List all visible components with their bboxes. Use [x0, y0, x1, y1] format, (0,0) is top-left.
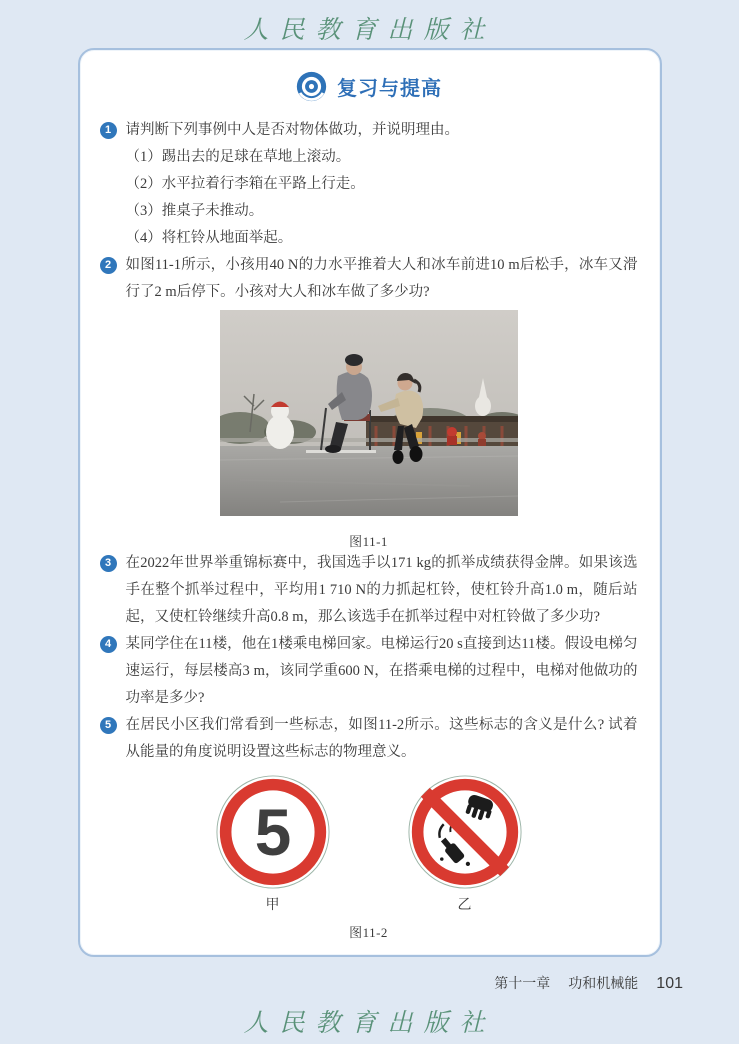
- sign-b-label: 乙: [457, 898, 472, 913]
- figure-11-1-photo: [220, 310, 518, 516]
- publisher-script-top: 人民教育出版社: [243, 15, 496, 44]
- footer-page-number: 101: [656, 975, 683, 992]
- footer-chapter-title: 功和机械能: [568, 977, 639, 992]
- publisher-script-bottom: 人民教育出版社: [243, 1008, 496, 1037]
- figure-11-2-caption: 图11-2: [349, 925, 388, 940]
- question-3-number-badge: 3: [100, 555, 117, 572]
- no-throwing-objects-sign: [407, 774, 523, 914]
- question-4-text: 某同学住在11楼，他在1楼乘电梯回家。电梯运行20 s直接到达11楼。假设电梯匀速运行，每层楼高3 m，该同学重600 N，在搭乘电梯的过程中，电梯对他做功的功率是多少?: [125, 636, 638, 706]
- question-3-text: 在2022年世界举重锦标赛中，我国选手以171 kg的抓举成绩获得金牌。如果该选手在整个抓举过程中，平均用1 710 N的力抓起杠铃，使杠铃升高1.0 m，随后站起，又使杠铃继续升高0.8 m，那么该选手在抓举过程中对杠铃做了多少功?: [125, 555, 638, 625]
- question-1-stem: 请判断下列事例中人是否对物体做功，并说明理由。: [125, 122, 459, 138]
- question-5-number-badge: 5: [100, 717, 117, 734]
- speed-limit-value: 5: [254, 795, 291, 870]
- question-1-number-badge: 1: [100, 122, 117, 139]
- page-footer: [0, 973, 739, 993]
- section-title-row: [100, 70, 638, 103]
- question-4: [100, 631, 638, 712]
- question-1-text: [126, 117, 638, 252]
- review-section-box: [78, 48, 662, 957]
- figure-11-1: [100, 306, 638, 550]
- question-1-sub-item-4: （4）将杠铃从地面举起。: [125, 230, 293, 246]
- question-1-sub-item-3: （3）推桌子未推动。: [125, 203, 264, 219]
- question-2-text: 如图11-1所示，小孩用40 N的力水平推着大人和冰车前进10 m后松手，冰车又滑行了2 m后停下。小孩对大人和冰车做了多少功?: [125, 257, 638, 300]
- figure-11-1-caption: 图11-1: [349, 534, 388, 549]
- figure-11-2: [100, 774, 638, 941]
- question-5: [100, 712, 638, 766]
- question-2: [100, 252, 638, 306]
- section-title: 复习与提高: [337, 78, 442, 100]
- question-4-number-badge: 4: [100, 636, 117, 653]
- question-3: [100, 550, 638, 631]
- question-5-text: 在居民小区我们常看到一些标志，如图11-2所示。这些标志的含义是什么? 试着从能量的角度说明设置这些标志的物理意义。: [125, 717, 638, 760]
- concentric-rings-icon: [295, 70, 328, 103]
- sign-a-label: 甲: [265, 898, 280, 913]
- question-1-sub-item-1: （1）踢出去的足球在草地上滚动。: [125, 149, 351, 165]
- question-2-number-badge: 2: [100, 257, 117, 274]
- footer-chapter-number: 第十一章: [494, 977, 551, 992]
- speed-limit-5-sign: [215, 774, 331, 914]
- question-1-sub-item-2: （2）水平拉着行李箱在平路上行走。: [125, 176, 365, 192]
- question-1: [100, 117, 638, 252]
